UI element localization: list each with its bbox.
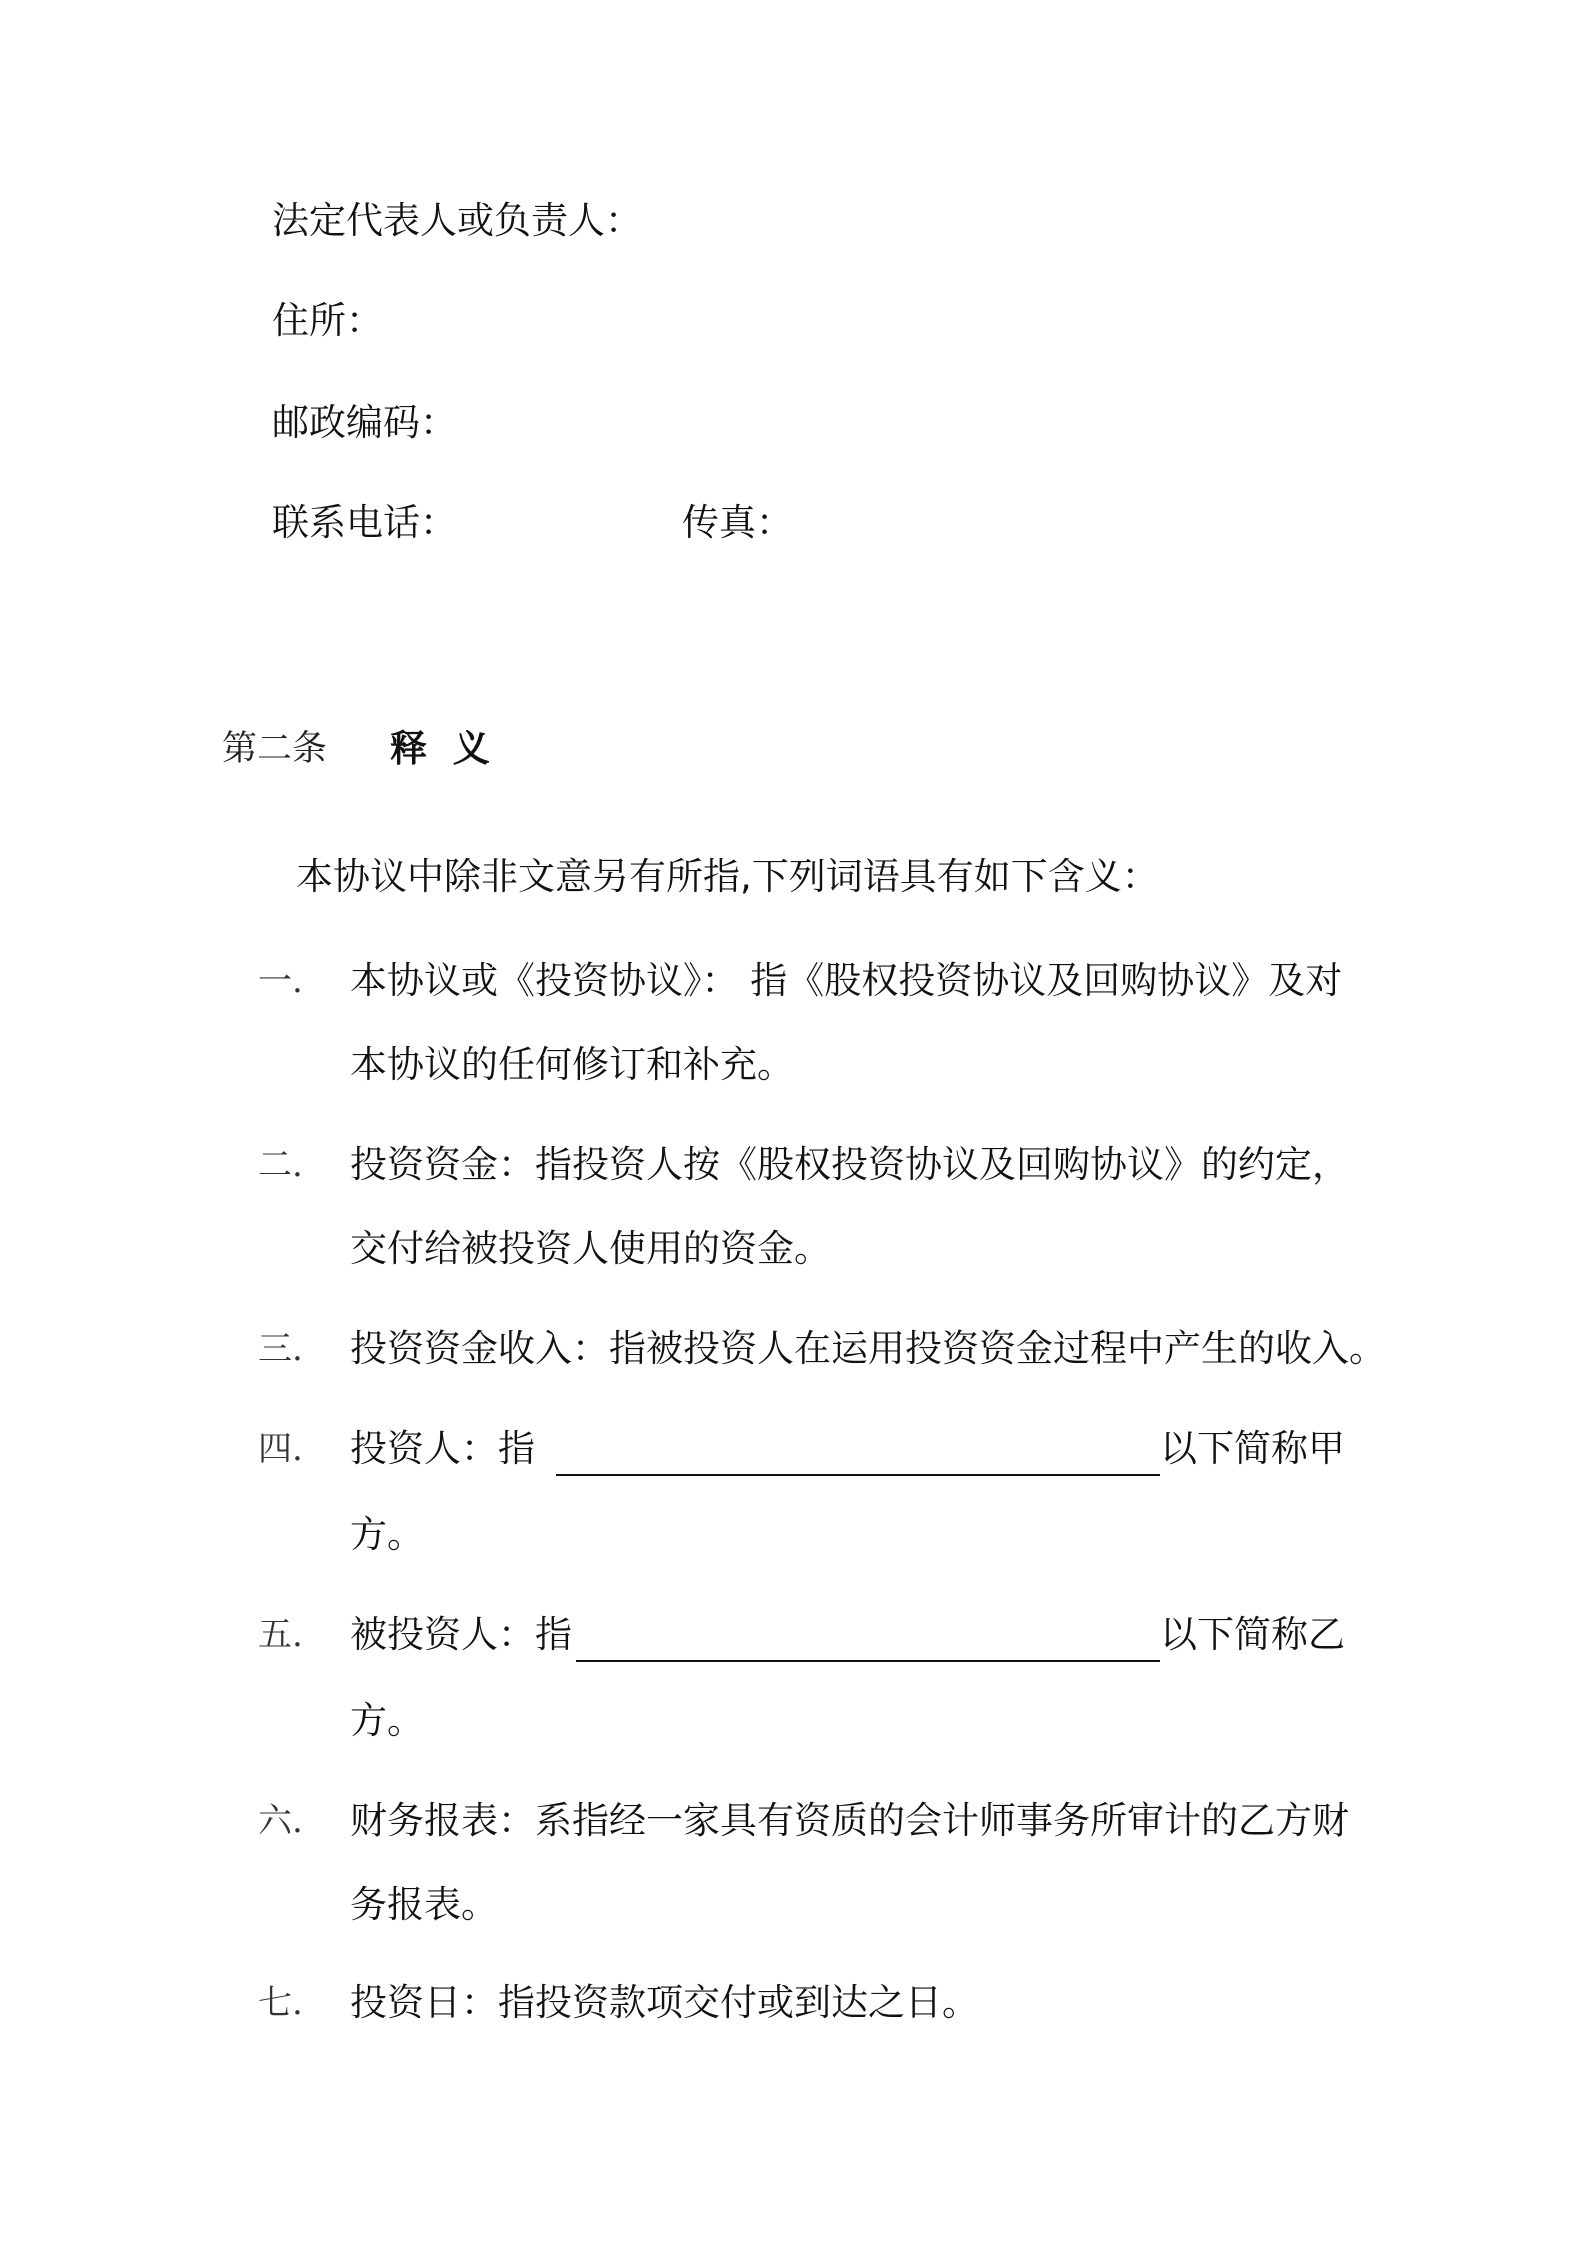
definitions-intro: 本协议中除非文意另有所指,下列词语具有如下含义： [296,855,1159,898]
item-number: 六. [258,1801,303,1841]
article-number: 第二条 [222,729,328,769]
item-text-line2: 交付给被投资人使用的资金。 [350,1227,831,1270]
item-text-line1: 投资资金：指投资人按《股权投资协议及回购协议》的约定， [350,1143,1349,1186]
item-text-line2: 务报表。 [350,1883,498,1926]
legal-representative-label: 法定代表人或负责人： [272,199,642,242]
item-text-prefix: 投资人：指 [350,1427,535,1470]
item-number: 一. [258,961,303,1001]
article-title: 释 义 [390,727,490,770]
item-text-line2: 方。 [350,1699,424,1742]
item-text-suffix: 以下简称甲 [1160,1427,1345,1470]
item-number: 五. [258,1615,303,1655]
item-text-line2: 本协议的任何修订和补充。 [350,1043,794,1086]
fax-label: 传真： [682,501,793,544]
item-text-line1: 投资日：指投资款项交付或到达之日。 [350,1981,979,2024]
item-text-line1: 本协议或《投资协议》： 指《股权投资协议及回购协议》及对 [350,959,1343,1002]
item-text-prefix: 被投资人：指 [350,1613,572,1656]
investor-name-blank-line [556,1474,1160,1476]
item-text-line1: 财务报表：系指经一家具有资质的会计师事务所审计的乙方财 [350,1799,1349,1842]
item-text-suffix: 以下简称乙 [1160,1613,1345,1656]
item-number: 四. [258,1429,303,1469]
postal-code-label: 邮政编码： [272,401,457,444]
item-number: 二. [258,1145,303,1185]
item-text-line2: 方。 [350,1513,424,1556]
phone-label: 联系电话： [272,501,457,544]
address-label: 住所： [272,299,383,342]
investee-name-blank-line [576,1660,1160,1662]
item-number: 七. [258,1983,303,2023]
item-number: 三. [258,1329,303,1369]
item-text-line1: 投资资金收入：指被投资人在运用投资资金过程中产生的收入。 [350,1327,1386,1370]
